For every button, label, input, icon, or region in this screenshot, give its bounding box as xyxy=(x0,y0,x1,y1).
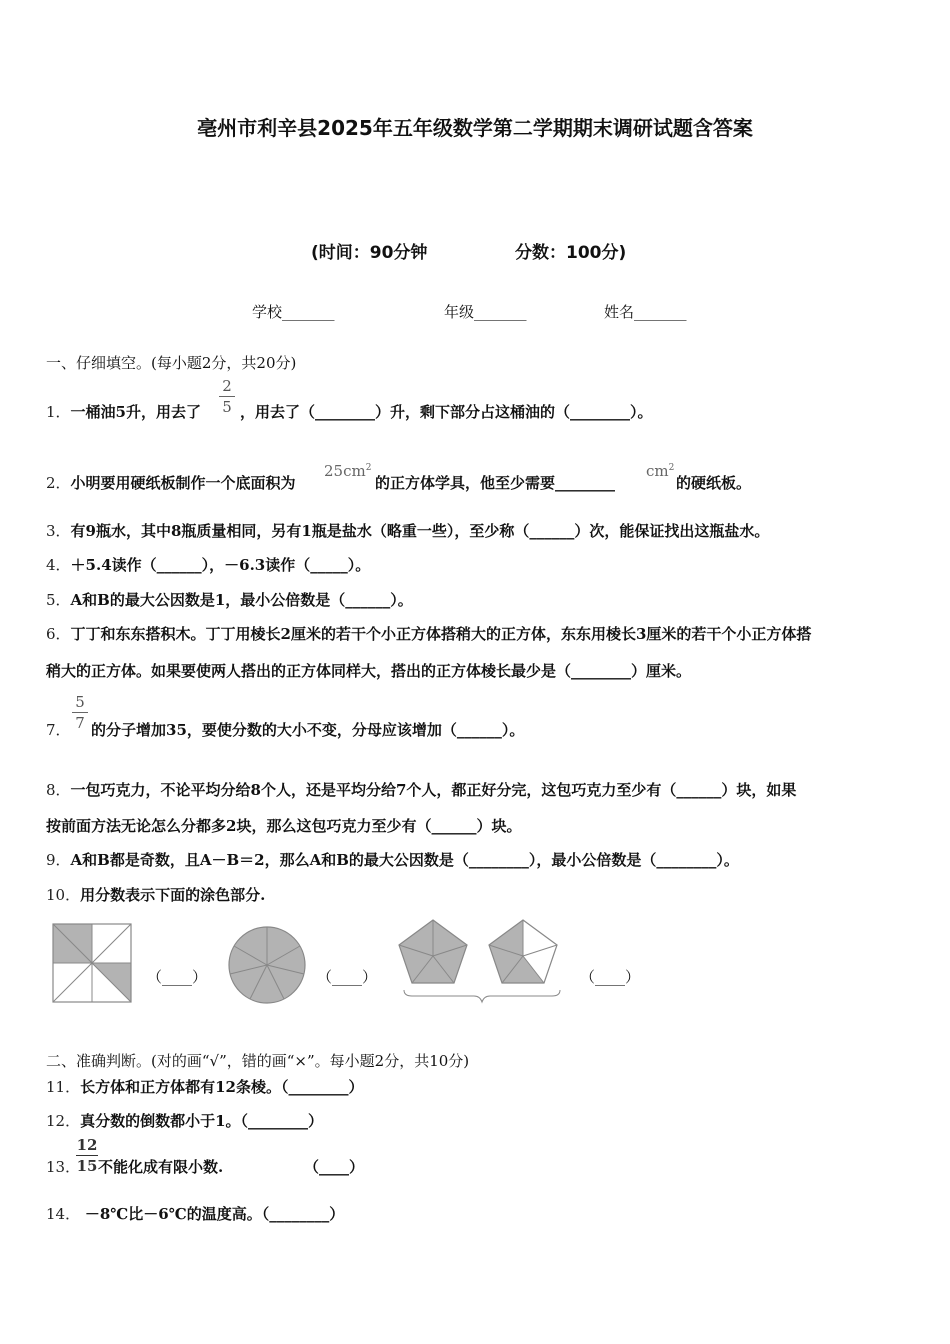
question-text: 一桶油5升，用去了 xyxy=(70,403,201,421)
grade-field: 年级_______ xyxy=(444,303,527,321)
question-text: A和B都是奇数，且A－B＝2，那么A和B的最大公因数是（________），最小公倍数是（________）。 xyxy=(70,851,739,869)
question-14 xyxy=(46,1203,344,1224)
fraction-numerator: 2 xyxy=(222,377,232,395)
unit-text: cm xyxy=(646,462,669,480)
question-number: 3． xyxy=(46,522,71,540)
question-text: 的正方体学具，他至少需要________ xyxy=(375,474,616,492)
question-12 xyxy=(46,1110,323,1131)
question-number: 12． xyxy=(46,1112,81,1130)
name-field: 姓名_______ xyxy=(604,303,687,321)
page-title: 亳州市利辛县2025年五年级数学第二学期期末调研试题含答案 xyxy=(197,116,753,140)
question-text: ＋5.4读作（______），－6.3读作（_____）。 xyxy=(70,556,371,574)
question-number: 7． xyxy=(46,721,71,739)
fraction-denominator: 15 xyxy=(76,1157,98,1175)
question-text: 有9瓶水，其中8瓶质量相同，另有1瓶是盐水（略重一些），至少称（______）次，能保证找出这瓶盐水。 xyxy=(70,522,770,540)
question-text: 丁丁和东东搭积木。丁丁用棱长2厘米的若干个小正方体搭稍大的正方体，东东用棱长3厘米的若干个小正方体搭 xyxy=(70,625,812,643)
question-7 xyxy=(46,719,71,740)
fraction-5-7 xyxy=(72,693,88,732)
question-5 xyxy=(46,589,413,610)
fraction-numerator: 12 xyxy=(76,1136,98,1154)
fraction-2-5 xyxy=(219,377,235,416)
question-text: 的分子增加35，要使分数的大小不变，分母应该增加（______）。 xyxy=(91,721,525,739)
blank-text: （____） xyxy=(304,1158,365,1176)
superscript: 2 xyxy=(668,463,675,473)
question-13-text xyxy=(98,1156,223,1177)
question-10 xyxy=(46,884,265,905)
section-2-heading: 二、准确判断。(对的画“√”，错的画“×”。每小题2分，共10分) xyxy=(46,1052,470,1070)
question-6 xyxy=(46,623,811,644)
question-text: A和B的最大公因数是1，最小公倍数是（______）。 xyxy=(70,591,413,609)
question-4 xyxy=(46,554,370,575)
question-number: 8． xyxy=(46,781,71,799)
time-label: (时间：90分钟 xyxy=(311,243,428,263)
question-number: 5． xyxy=(46,591,71,609)
question-text: 稍大的正方体。如果要使两人搭出的正方体同样大，搭出的正方体棱长最少是（________）厘米。 xyxy=(46,662,692,680)
question-text: 小明要用硬纸板制作一个底面积为 xyxy=(70,474,296,492)
question-number: 2． xyxy=(46,474,71,492)
score-label: 分数：100分) xyxy=(515,243,627,263)
question-number: 11． xyxy=(46,1078,81,1096)
question-number: 1． xyxy=(46,403,71,421)
question-text: 用分数表示下面的涂色部分. xyxy=(80,886,266,904)
pentagons-figure xyxy=(398,916,566,1006)
question-9 xyxy=(46,849,739,870)
fraction-denominator: 7 xyxy=(75,714,85,732)
circle-figure xyxy=(226,924,308,1006)
question-3 xyxy=(46,520,769,541)
question-text: 长方体和正方体都有12条棱。（________） xyxy=(80,1078,364,1096)
question-6-line2 xyxy=(46,660,691,681)
question-2-end xyxy=(676,472,751,493)
question-number: 10． xyxy=(46,886,81,904)
question-text: 一包巧克力，不论平均分给8个人，还是平均分给7个人，都正好分完，这包巧克力至少有（______）块，如果 xyxy=(70,781,797,799)
answer-blank-1[interactable]: （____） xyxy=(147,968,208,986)
fraction-12-15 xyxy=(76,1136,98,1175)
fraction-numerator: 5 xyxy=(75,693,85,711)
school-field: 学校_______ xyxy=(252,303,335,321)
question-text: 按前面方法无论怎么分都多2块，那么这包巧克力至少有（______）块。 xyxy=(46,817,522,835)
question-2-middle xyxy=(375,472,615,493)
unit-cm2 xyxy=(646,462,674,480)
superscript: 2 xyxy=(365,463,372,473)
question-text: 的硬纸板。 xyxy=(676,474,752,492)
question-8 xyxy=(46,779,796,800)
question-1-rest xyxy=(240,401,653,422)
question-text: 真分数的倒数都小于1。（________） xyxy=(80,1112,324,1130)
question-number: 14． xyxy=(46,1205,81,1223)
question-8-line2 xyxy=(46,815,521,836)
question-1 xyxy=(46,401,201,422)
answer-blank-2[interactable]: （____） xyxy=(317,968,378,986)
fraction-denominator: 5 xyxy=(222,398,232,416)
question-number: 13． xyxy=(46,1158,81,1176)
question-text: ，用去了（________）升，剩下部分占这桶油的（________）。 xyxy=(240,403,653,421)
question-2 xyxy=(46,472,296,493)
question-text: －8℃比－6℃的温度高。（________） xyxy=(84,1205,345,1223)
area-text: 25cm xyxy=(324,462,366,480)
square-figure xyxy=(50,922,134,1004)
question-13 xyxy=(46,1156,80,1177)
question-7-text xyxy=(91,719,524,740)
area-value xyxy=(324,462,371,480)
section-1-heading: 一、仔细填空。(每小题2分，共20分) xyxy=(46,354,297,372)
question-text: 不能化成有限小数. xyxy=(98,1158,224,1176)
question-number: 4． xyxy=(46,556,71,574)
answer-blank-3[interactable]: （____） xyxy=(580,968,641,986)
question-11 xyxy=(46,1076,363,1097)
answer-blank-13[interactable] xyxy=(304,1156,364,1177)
question-number: 9． xyxy=(46,851,71,869)
question-number: 6． xyxy=(46,625,71,643)
